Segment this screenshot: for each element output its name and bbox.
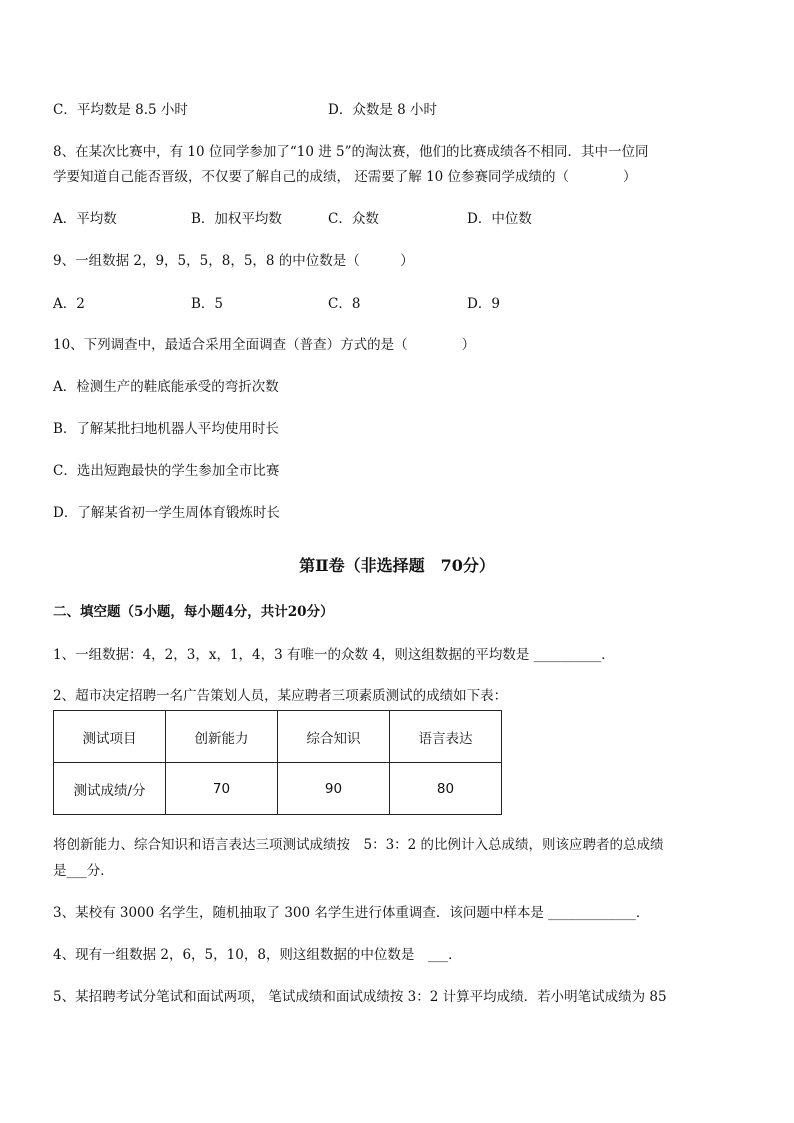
q9-option-a: A．2 [53,296,85,312]
fill-q4: 4、现有一组数据 2，6，5，10，8，则这组数据的中位数是 ___． [53,947,462,963]
fill-q2-after-line1: 将创新能力、综合知识和语言表达三项测试成绩按 5：3：2 的比例计入总成绩，则该应聘者的总成绩 [53,837,664,853]
fill-q5: 5、某招聘考试分笔试和面试两项， 笔试成绩和面试成绩按 3：2 计算平均成绩．若小明笔试成绩为 85 [53,989,667,1005]
table-cell: 70 [166,763,278,815]
table-cell: 测试成绩/分 [54,763,166,815]
q10-option-a: A．检测生产的鞋底能承受的弯折次数 [53,379,279,395]
table-cell: 90 [278,763,390,815]
q9-option-d: D．9 [467,296,500,312]
fill-q1: 1、一组数据：4，2，3，x，1，4，3 有唯一的众数 4，则这组数据的平均数是 __________． [53,647,615,663]
q10-option-c: C．选出短跑最快的学生参加全市比赛 [53,463,280,479]
q8-option-a: A．平均数 [53,211,117,227]
section2-title: 第Ⅱ卷（非选择题 70分） [299,556,495,575]
q7-option-d: D．众数是 8 小时 [328,102,437,118]
q9-text: 9、一组数据 2，9，5，5，8，5，8 的中位数是（ ） [53,253,414,269]
table-cell: 创新能力 [166,711,278,763]
section2-subtitle: 二、填空题（5小题，每小题4分，共计20分） [53,604,334,620]
q10-option-b: B．了解某批扫地机器人平均使用时长 [53,421,279,437]
q9-option-b: B．5 [191,296,224,312]
fill-q3: 3、某校有 3000 名学生，随机抽取了 300 名学生进行体重调查．该问题中样本是 _____________． [53,905,650,921]
q9-option-c: C．8 [328,296,361,312]
table-cell: 80 [390,763,502,815]
q8-option-c: C．众数 [328,211,379,227]
q8-text-line2: 学要知道自己能否晋级，不仅要了解自己的成绩， 还需要了解 10 位参赛同学成绩的（ ） [53,169,637,185]
table-cell: 测试项目 [54,711,166,763]
table-cell: 综合知识 [278,711,390,763]
q8-text-line1: 8、在某次比赛中，有 10 位同学参加了“10 进 5”的淘汰赛，他们的比赛成绩各不相同．其中一位同 [53,144,649,160]
q8-option-b: B．加权平均数 [191,211,282,227]
fill-q2-after-line2: 是___分． [53,863,114,879]
q7-option-c: C．平均数是 8.5 小时 [53,102,188,118]
table-header-row [54,711,502,763]
fill-q2: 2、超市决定招聘一名广告策划人员，某应聘者三项素质测试的成绩如下表： [53,688,508,704]
q8-option-d: D．中位数 [467,211,532,227]
table-cell: 语言表达 [390,711,502,763]
score-table [53,710,502,815]
table-row [54,763,502,815]
q10-option-d: D．了解某省初一学生周体育锻炼时长 [53,505,280,521]
q10-text: 10、下列调查中，最适合采用全面调查（普查）方式的是（ ） [53,337,476,353]
